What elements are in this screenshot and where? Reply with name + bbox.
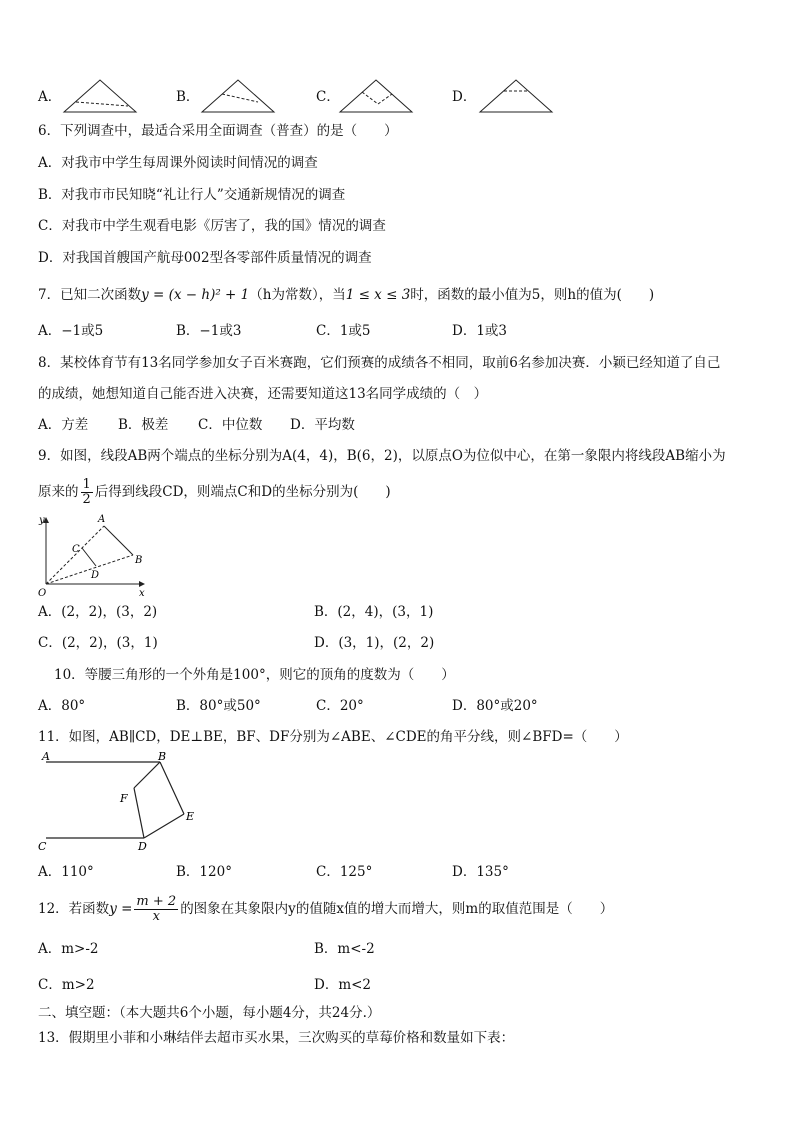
q9-fraction (81, 478, 93, 507)
q11-fig-label-c: C (38, 840, 47, 853)
q6-stem: 6．下列调查中，最适合采用全面调查（普查）的是（ ） (38, 123, 398, 139)
q8-stem-line2: 的成绩，她想知道自己能否进入决赛，还需要知道这13名同学成绩的（ ） (38, 386, 488, 402)
q9-fraction-den: 2 (82, 492, 91, 507)
q9-stem-line1: 9．如图，线段AB两个端点的坐标分别为A(4，4)，B(6，2)，以原点O为位似中心，在第一象限内将线段AB缩小为 (38, 448, 726, 464)
q11-fig-label-a: A (42, 750, 50, 763)
q7-prefix: 7．已知二次函数 (38, 287, 142, 303)
q8-stem-line1: 8．某校体育节有13名同学参加女子百米赛跑，它们预赛的成绩各不相同，取前6名参加决赛．小颖已经知道了自己 (38, 355, 721, 371)
q7-paren: （h为常数），当 (249, 287, 346, 303)
q9-line2-pre: 原来的 (38, 484, 79, 500)
q7-range: 1 ≤ x ≤ 3 (345, 287, 411, 303)
q5-option-b-label: B． (176, 89, 200, 105)
q7-suffix: 时，函数的最小值为5，则h的值为( ) (410, 287, 655, 303)
q5-option-c-label: C． (316, 89, 340, 105)
q10-option-b: B．80°或50° (176, 698, 261, 714)
q11-fig-label-d: D (138, 840, 147, 853)
q9-option-d: D．(3，1)，(2，2) (314, 635, 435, 651)
q12-option-a: A．m>-2 (38, 941, 99, 957)
q7-option-d: D．1或3 (452, 323, 508, 339)
q11-figure (36, 750, 206, 855)
q9-fig-label-o: O (38, 588, 47, 599)
q12-option-c: C．m>2 (38, 977, 95, 993)
q9-fraction-num: 1 (82, 477, 91, 492)
q7-option-b: B．−1或3 (176, 323, 242, 339)
q12-fraction (134, 895, 178, 924)
q7-stem (38, 285, 654, 305)
q11-option-c: C．125° (316, 864, 373, 880)
q9-fig-label-b: B (135, 555, 143, 566)
q11-fig-label-b: B (158, 750, 167, 763)
q5-option-c-figure (338, 78, 418, 114)
q10-option-d: D．80°或20° (452, 698, 538, 714)
q9-figure (36, 510, 151, 600)
q9-fig-label-d: D (91, 570, 100, 581)
q8-option-d: D．平均数 (290, 417, 355, 433)
q9-fig-label-x: x (139, 588, 145, 599)
q12-prefix: 12．若函数 (38, 901, 110, 917)
q11-option-a: A．110° (38, 864, 94, 880)
q7-formula: y = (x − h)² + 1 (141, 287, 250, 303)
q10-option-c: C．20° (316, 698, 364, 714)
q12-fraction-num: m + 2 (136, 894, 177, 909)
q11-stem: 11．如图，AB∥CD，DE⊥BE，BF、DF分别为∠ABE、∠CDE的角平分线，则∠BFD=（ ） (38, 729, 628, 745)
q11-option-d: D．135° (452, 864, 509, 880)
q5-option-a-label: A． (38, 89, 62, 105)
q6-option-b: B．对我市市民知晓“礼让行人”交通新规情况的调查 (38, 187, 346, 203)
q12-fraction-den: x (152, 909, 160, 924)
q5-option-d-label: D． (452, 89, 477, 105)
q11-fig-label-f: F (120, 792, 128, 805)
q6-option-d: D．对我国首艘国产航母002型各零部件质量情况的调查 (38, 250, 372, 266)
q9-fig-label-a: A (98, 514, 106, 525)
q9-stem-line2 (38, 476, 391, 508)
q8-option-a: A．方差 (38, 417, 89, 433)
q7-option-c: C．1或5 (316, 323, 371, 339)
q9-option-b: B．(2，4)，(3，1) (314, 604, 434, 620)
q8-option-c: C．中位数 (198, 417, 263, 433)
q9-fig-label-c: C (72, 544, 80, 555)
q10-stem: 10．等腰三角形的一个外角是100°，则它的顶角的度数为（ ） (54, 667, 455, 683)
section-heading-fill-in: 二、填空题：（本大题共6个小题，每小题4分，共24分.） (38, 1005, 381, 1021)
q10-option-a: A．80° (38, 698, 86, 714)
q5-option-b-figure (200, 78, 280, 114)
q6-option-c: C．对我市中学生观看电影《厉害了，我的国》情况的调查 (38, 218, 386, 234)
q13-stem: 13．假期里小菲和小琳结伴去超市买水果，三次购买的草莓价格和数量如下表： (38, 1030, 515, 1046)
q12-option-d: D．m<2 (314, 977, 372, 993)
q8-option-b: B．极差 (118, 417, 169, 433)
q9-fig-label-y: y (39, 515, 45, 526)
q6-option-a: A．对我市中学生每周课外阅读时间情况的调查 (38, 155, 318, 171)
q11-fig-label-e: E (186, 810, 195, 823)
q9-option-c: C．(2，2)，(3，1) (38, 635, 158, 651)
q9-option-a: A．(2，2)，(3，2) (38, 604, 158, 620)
q7-option-a: A．−1或5 (38, 323, 104, 339)
q12-suffix: 的图象在其象限内y的值随x值的增大而增大，则m的取值范围是（ ） (180, 901, 614, 917)
q5-option-d-figure (478, 78, 558, 114)
q12-option-b: B．m<-2 (314, 941, 375, 957)
q9-line2-post: 后得到线段CD，则端点C和D的坐标分别为( ) (94, 484, 391, 500)
q12-stem (38, 892, 613, 926)
q5-option-a-figure (62, 78, 142, 114)
q11-option-b: B．120° (176, 864, 232, 880)
q12-lhs: y = (109, 901, 133, 917)
